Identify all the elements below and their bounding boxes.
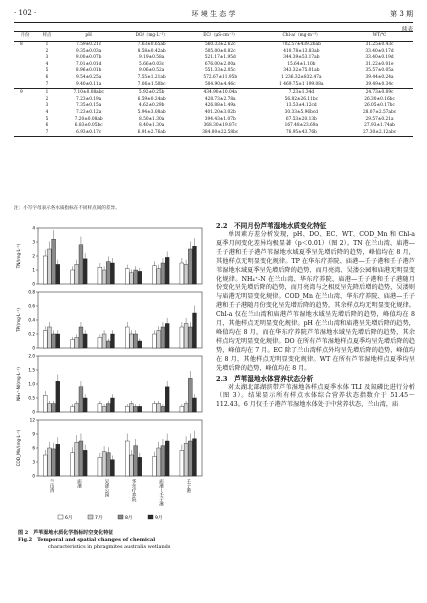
bar bbox=[111, 460, 115, 476]
site-cell: 5 bbox=[45, 68, 49, 74]
bar bbox=[47, 249, 51, 284]
value-cell: 7.23±0.12a bbox=[76, 109, 102, 115]
value-cell: 33.40±0.19d bbox=[365, 55, 394, 61]
section-paragraph-2-3: 对太湖北部湖滨带芦苇湿地各样点夏季水体 TLI 及氮磷比进行分析（图 3）。结果显示所有样点水体综合营养状态指数介于 51.45～112.43。6 月仅壬子港芦苇湿地水体处于中营养状态，兰山湾，庙 bbox=[216, 383, 415, 409]
bar bbox=[106, 453, 110, 476]
value-cell: 9.40±0.11a bbox=[76, 81, 102, 87]
bar bbox=[102, 270, 106, 284]
value-cell: 7.23±1.34d bbox=[257, 89, 347, 97]
table-body bbox=[14, 42, 413, 137]
y-tick-label: 0.6 bbox=[28, 303, 35, 309]
value-cell: 9.06±0.52a bbox=[138, 68, 165, 74]
y-axis-label: COD_Mn/(mg·L⁻¹) bbox=[16, 429, 21, 467]
value-cell: 4.62±0.29b bbox=[138, 103, 165, 109]
bar bbox=[83, 259, 87, 284]
bar bbox=[129, 455, 133, 476]
panel-frame bbox=[38, 420, 202, 476]
value-cell: 7.06±1.50bc bbox=[137, 81, 166, 87]
month-cell bbox=[14, 97, 36, 104]
y-tick-label: 1.5 bbox=[28, 367, 35, 373]
table-row bbox=[14, 117, 413, 124]
bar bbox=[193, 313, 197, 348]
value-cell: 26.05±0.17bc bbox=[364, 103, 395, 109]
value-cell: 7.01±0.01d bbox=[75, 61, 102, 67]
table-row bbox=[14, 75, 413, 82]
bar bbox=[56, 444, 60, 476]
table-header-row bbox=[14, 32, 413, 42]
bar bbox=[193, 398, 197, 412]
month-cell bbox=[14, 130, 36, 137]
bar bbox=[188, 378, 192, 412]
bar bbox=[165, 441, 169, 476]
bar bbox=[153, 456, 157, 476]
value-cell: 6.83±0.05bc bbox=[74, 123, 103, 129]
value-cell: 56.82±26.11bc bbox=[284, 96, 319, 102]
month-cell bbox=[14, 75, 36, 82]
value-cell: 434.90±10.04a bbox=[184, 89, 257, 97]
site-cell: 7 bbox=[45, 81, 49, 87]
value-cell: 39.49±0.34c bbox=[365, 81, 394, 87]
bar bbox=[102, 334, 106, 348]
value-cell: 7.63±0.65ab bbox=[137, 42, 166, 48]
y-tick-label: 12 bbox=[29, 417, 35, 423]
bar bbox=[161, 263, 165, 284]
site-cell: 2 bbox=[45, 48, 49, 54]
x-tick-label: 吴溇公园 bbox=[103, 479, 109, 497]
bar bbox=[111, 398, 115, 412]
table-header-cell: pH bbox=[58, 32, 119, 42]
table-header-cell: WT/℃ bbox=[346, 32, 413, 42]
table-header-cell: 月份 bbox=[14, 32, 36, 42]
section-paragraph-2-2: 单因素方差分析发现，pH、DO、EC、WT、COD_Mn 和 Chl-a 夏季月间变化差异均极显著（p＜0.01）（图 2）。TN 在兰山湾、庙港—壬子港和壬子港芦苇湿地水域夏季呈先增后降的趋势，峰值均在 8 月，其他样点无明显变化规律。TP 在华东疗养院、庙港—壬子港和壬子港芦苇湿地水域夏季呈先增后降的趋势，而月亮湾、吴溇公园和庙港无明显变化规律。NH₄⁺-N 在兰山湾、华东疗养院、庙港—壬子港和壬子港随月份变化呈先增后降的趋势，而月亮湾与之相反呈先降后增的趋势，吴溇则与庙港无明显变化规律。COD_Mn 在兰山湾、华东疗养院、庙港—壬子港和壬子港随月份变化呈先增后降的趋势，其余样点均无明显变化规律。Chl-a 仅在兰山湾和庙港芦苇湿地水域呈先增后降的趋势，峰值均在 8 月，其他样点无明显变化规律。pH 在兰山湾和庙港呈先增后降的趋势，峰值均在 8 月，而在华东疗养院芦苇湿地水域呈先增后降的趋势，其余样点均无明显变化规律。DO 在所有芦苇湿地样点夏季均呈先增后降的趋势，峰值均在 7 月。EC 除了兰山湾样点外均呈先增后降的趋势，峰值均在 8 月，其他样点无明显变化规律。WT 在所有芦苇湿地样点夏季均呈先增后降的趋势，峰值均在 8 月。 bbox=[216, 231, 415, 372]
bar bbox=[83, 450, 87, 476]
value-cell: 8.96±0.01b bbox=[75, 68, 102, 74]
figure-2-chart bbox=[14, 222, 206, 528]
bar bbox=[71, 340, 75, 348]
bar bbox=[129, 404, 133, 412]
value-cell: 410.78±13.83ab bbox=[283, 48, 320, 54]
bar bbox=[75, 442, 79, 476]
month-cell bbox=[14, 62, 36, 69]
value-cell: 8.50±1.30a bbox=[138, 116, 165, 122]
site-cell: 5 bbox=[45, 116, 49, 122]
bar bbox=[52, 334, 56, 348]
bar bbox=[180, 406, 184, 412]
bar bbox=[184, 404, 188, 412]
bar bbox=[71, 406, 75, 412]
value-cell: 9.19±0.58a bbox=[138, 55, 165, 61]
y-tick-label: 2.0 bbox=[28, 353, 35, 359]
value-cell: 428.73±2.78a bbox=[204, 96, 236, 102]
x-tick-label: 华东疗养院 bbox=[131, 479, 137, 502]
table-header-cell: DO/（mg·L⁻¹） bbox=[119, 32, 184, 42]
month-cell bbox=[14, 117, 36, 124]
value-cell: 5.94±3.08ab bbox=[137, 109, 166, 115]
figure-2 bbox=[14, 222, 206, 582]
bar bbox=[111, 334, 115, 348]
bar bbox=[188, 441, 192, 476]
bar bbox=[153, 266, 157, 284]
bar bbox=[79, 387, 83, 412]
legend-label: 7月 bbox=[95, 516, 103, 521]
value-cell: 9.35±0.03a bbox=[76, 48, 102, 54]
bar bbox=[134, 406, 138, 412]
value-cell: 343.32±75.01ab bbox=[283, 68, 320, 74]
section-heading-2-2: 2.2 不同月份芦苇湿地水质变化特征 bbox=[216, 222, 327, 230]
bar bbox=[52, 404, 56, 412]
bar bbox=[165, 257, 169, 284]
value-cell: 8.58±0.42ab bbox=[137, 48, 166, 54]
bar bbox=[43, 395, 47, 412]
bar bbox=[165, 387, 169, 412]
bar bbox=[106, 262, 110, 284]
y-tick-label: 0 bbox=[32, 409, 35, 415]
value-cell: 39.44±0.24a bbox=[365, 75, 394, 81]
value-cell: 676.00±2.00a bbox=[204, 61, 236, 67]
value-cell: 1 236.32±832.47a bbox=[281, 75, 322, 81]
header-rule bbox=[14, 22, 413, 23]
table-note: 注：小写字母表示各水质指标在不同样点间的差异。 bbox=[14, 206, 120, 211]
value-cell: 384.80±22.58bc bbox=[184, 130, 257, 137]
value-cell: 76.95±43.76b bbox=[257, 130, 347, 137]
bar bbox=[125, 327, 129, 348]
value-cell: 344.39±53.17ab bbox=[283, 55, 320, 61]
value-cell: 26.30±0.16bc bbox=[364, 96, 395, 102]
value-cell: 27.93±1.74ab bbox=[364, 123, 395, 129]
site-cell: 4 bbox=[45, 61, 49, 67]
table-row bbox=[14, 97, 413, 104]
y-axis-label: NH₄⁺-N/(mg·L⁻¹) bbox=[16, 367, 21, 401]
bar bbox=[47, 327, 51, 348]
bar bbox=[56, 264, 60, 284]
table-header-cell: 样点 bbox=[36, 32, 58, 42]
value-cell: 27.30±2.12abc bbox=[346, 130, 413, 137]
y-tick-label: 0.4 bbox=[28, 317, 35, 323]
bar bbox=[83, 398, 87, 412]
bar bbox=[47, 448, 51, 476]
y-tick-label: 0 bbox=[32, 281, 35, 287]
panel-frame bbox=[38, 228, 202, 284]
value-cell: 551.33±2.05c bbox=[204, 68, 236, 74]
bar bbox=[43, 256, 47, 284]
table-row bbox=[14, 49, 413, 56]
bar bbox=[161, 327, 165, 348]
bar bbox=[83, 334, 87, 348]
bar bbox=[102, 452, 106, 476]
bar bbox=[161, 406, 165, 412]
y-tick-label: 0.8 bbox=[28, 289, 35, 295]
bar bbox=[75, 264, 79, 284]
bar bbox=[129, 334, 133, 348]
y-axis-label: TP/(mg·L⁻¹) bbox=[16, 307, 21, 333]
value-cell: 167.48±23.69a bbox=[284, 123, 319, 129]
legend-label: 9月 bbox=[155, 516, 163, 521]
y-tick-label: 0 bbox=[32, 473, 35, 479]
water-quality-table bbox=[14, 31, 413, 137]
y-axis-label: TN/(mg·L⁻¹) bbox=[16, 243, 21, 269]
value-cell: 9.00±0.07b bbox=[75, 55, 102, 61]
panel-frame bbox=[38, 356, 202, 412]
y-tick-label: 1 bbox=[32, 267, 35, 273]
y-tick-label: 9 bbox=[32, 431, 35, 437]
bar bbox=[98, 457, 102, 476]
bar bbox=[193, 246, 197, 284]
site-cell: 2 bbox=[45, 96, 49, 102]
caption-cn: 图 2 芦苇湿地水质化学指标时空变化特征 bbox=[18, 530, 114, 536]
table-row bbox=[14, 42, 413, 49]
table-row bbox=[14, 55, 413, 62]
figure-caption bbox=[18, 530, 170, 551]
bar bbox=[125, 441, 129, 476]
bar bbox=[52, 239, 56, 284]
bar bbox=[79, 245, 83, 284]
body-text bbox=[216, 222, 415, 410]
value-cell: 702.57±439.26ab bbox=[281, 42, 321, 48]
table-row bbox=[14, 82, 413, 89]
bar bbox=[134, 334, 138, 348]
value-cell: 15.64±1.10b bbox=[287, 61, 316, 67]
value-cell: 6.93±0.17c bbox=[58, 130, 119, 137]
caption-en-2: characteristics in phragmites australis wetlands bbox=[48, 544, 171, 550]
bar bbox=[71, 270, 75, 284]
table-continued-label: 续表 bbox=[401, 27, 413, 33]
value-cell: 6.91±2.76ab bbox=[119, 130, 184, 137]
y-tick-label: 3 bbox=[32, 239, 35, 245]
value-cell: 560.33±2.62c bbox=[204, 42, 236, 48]
value-cell: 572.67±11.95b bbox=[203, 75, 238, 81]
value-cell: 9.54±0.25a bbox=[76, 75, 102, 81]
bar bbox=[157, 448, 161, 476]
value-cell: 5.92±0.25b bbox=[119, 89, 184, 97]
bar bbox=[98, 267, 102, 284]
value-cell: 426.88±1.49a bbox=[204, 103, 236, 109]
bar bbox=[188, 327, 192, 348]
table-row bbox=[14, 89, 413, 97]
journal-name: 环 境 生 态 学 bbox=[191, 10, 236, 18]
value-cell: 31.25±0.43c bbox=[365, 42, 394, 48]
bar bbox=[134, 446, 138, 476]
y-tick-label: 2 bbox=[32, 253, 35, 259]
page-number: · 102 · bbox=[14, 9, 37, 17]
bar bbox=[161, 446, 165, 476]
bar bbox=[153, 404, 157, 412]
site-cell: 1 bbox=[45, 42, 49, 48]
bar bbox=[106, 404, 110, 412]
issue-number: 第 3 期 bbox=[390, 10, 413, 18]
month-cell bbox=[14, 82, 36, 89]
month-cell bbox=[14, 123, 36, 130]
value-cell: 7.20±0.08ab bbox=[74, 116, 103, 122]
table-row bbox=[14, 130, 413, 137]
bar bbox=[125, 269, 129, 284]
site-cell: 3 bbox=[45, 103, 49, 109]
value-cell: 521.17±1.95d bbox=[204, 55, 236, 61]
bar bbox=[75, 404, 79, 412]
value-cell: 6.59±0.24ab bbox=[137, 96, 166, 102]
value-cell: 504.90±4.46c bbox=[204, 81, 236, 87]
value-cell: 7.35±0.15a bbox=[76, 103, 102, 109]
y-tick-label: 0.5 bbox=[28, 395, 35, 401]
value-cell: 29.57±0.21a bbox=[365, 116, 394, 122]
table-row bbox=[14, 123, 413, 130]
month-cell bbox=[14, 110, 36, 117]
bar bbox=[165, 324, 169, 349]
bar bbox=[102, 406, 106, 412]
value-cell: 31.22±0.01e bbox=[365, 61, 394, 67]
legend-label: 6月 bbox=[65, 516, 73, 521]
site-cell: 7 bbox=[36, 130, 58, 137]
month-cell bbox=[14, 103, 36, 110]
x-tick-label: 壬子港 bbox=[185, 479, 191, 493]
table-header-cell: EC/（μS·cm⁻¹） bbox=[184, 32, 257, 42]
bar bbox=[111, 263, 115, 284]
bar bbox=[56, 334, 60, 348]
site-cell: 6 bbox=[45, 75, 49, 81]
table-row bbox=[14, 103, 413, 110]
legend-swatch bbox=[88, 515, 93, 519]
bar bbox=[193, 439, 197, 476]
bar bbox=[129, 273, 133, 284]
bar bbox=[138, 341, 142, 348]
value-cell: 13.53±4.12cd bbox=[286, 103, 317, 109]
legend-swatch bbox=[58, 515, 63, 519]
x-tick-label: 庙港—壬子港 bbox=[158, 479, 164, 506]
site-cell: 4 bbox=[45, 109, 49, 115]
value-cell: 35.57±0.05a bbox=[365, 68, 394, 74]
bar bbox=[106, 341, 110, 348]
bar bbox=[52, 449, 56, 476]
bar bbox=[180, 263, 184, 284]
value-cell: 7.23±0.19a bbox=[76, 96, 102, 102]
value-cell: 5.66±0.03c bbox=[139, 61, 165, 67]
month-cell: 8 bbox=[20, 42, 23, 48]
table-row bbox=[14, 62, 413, 69]
bar bbox=[98, 404, 102, 412]
legend-swatch bbox=[118, 515, 123, 519]
bar bbox=[134, 270, 138, 284]
y-tick-label: 6 bbox=[32, 445, 35, 451]
bar bbox=[79, 441, 83, 476]
bar bbox=[75, 338, 79, 349]
section-heading-2-3: 2.3 芦苇湿地水体营养状态分析 bbox=[216, 374, 314, 383]
bar bbox=[180, 450, 184, 476]
table-row bbox=[14, 68, 413, 75]
bar bbox=[157, 331, 161, 349]
bar bbox=[184, 264, 188, 284]
table-row bbox=[14, 110, 413, 117]
value-cell: 7.55±1.21ab bbox=[137, 75, 166, 81]
bar bbox=[157, 404, 161, 412]
bar bbox=[153, 334, 157, 348]
y-tick-label: 3 bbox=[32, 459, 35, 465]
bar bbox=[56, 381, 60, 412]
month-cell bbox=[14, 49, 36, 56]
value-cell: 8.40±1.30a bbox=[138, 123, 165, 129]
bar bbox=[138, 271, 142, 284]
legend-label: 8月 bbox=[125, 516, 133, 521]
value-cell: 7.59±0.21c bbox=[76, 42, 102, 48]
site-cell: 1 bbox=[36, 89, 58, 97]
bar bbox=[184, 443, 188, 476]
bar bbox=[138, 406, 142, 412]
bar bbox=[157, 269, 161, 284]
x-tick-label: 庙港 bbox=[76, 479, 82, 488]
y-tick-label: 4 bbox=[32, 225, 35, 231]
value-cell: 401.20±3.02b bbox=[204, 109, 236, 115]
bar bbox=[188, 249, 192, 284]
site-cell: 3 bbox=[45, 55, 49, 61]
bar bbox=[79, 327, 83, 348]
bar bbox=[43, 455, 47, 476]
caption-en-1: Fig.2 Temporal and spatial changes of chemical bbox=[18, 537, 156, 543]
value-cell: 24.73±0.09c bbox=[346, 89, 413, 97]
y-tick-label: 0 bbox=[32, 345, 35, 351]
month-cell: 9 bbox=[14, 89, 36, 97]
value-cell: 28.07±2.57abc bbox=[362, 109, 397, 115]
value-cell: 368.30±19.87c bbox=[203, 123, 237, 129]
panel-frame bbox=[38, 292, 202, 348]
value-cell: 7.10±0.08abc bbox=[58, 89, 119, 97]
bar bbox=[184, 324, 188, 349]
y-tick-label: 1.0 bbox=[28, 381, 35, 387]
value-cell: 30.33±5.96bcd bbox=[284, 109, 319, 115]
bar bbox=[98, 338, 102, 349]
value-cell: 67.53±20.13b bbox=[285, 116, 317, 122]
bar bbox=[180, 327, 184, 348]
table-header-cell: Chl-a/（mg·m⁻³） bbox=[257, 32, 347, 42]
x-tick-label: 兰山湾 bbox=[49, 479, 55, 493]
value-cell: 505.00±0.82c bbox=[204, 48, 236, 54]
bar bbox=[47, 404, 51, 412]
y-tick-label: 0.2 bbox=[28, 331, 35, 337]
value-cell: 1 469.75±1 199.08a bbox=[279, 81, 324, 87]
value-cell: 394.43±1.07b bbox=[204, 116, 236, 122]
bar bbox=[138, 457, 142, 476]
legend-swatch bbox=[148, 515, 153, 519]
value-cell: 33.40±0.17d bbox=[365, 48, 394, 54]
bar bbox=[43, 331, 47, 349]
bar bbox=[71, 453, 75, 476]
bar bbox=[125, 406, 129, 412]
site-cell: 6 bbox=[45, 123, 49, 129]
month-cell bbox=[14, 68, 36, 75]
month-cell bbox=[14, 55, 36, 62]
